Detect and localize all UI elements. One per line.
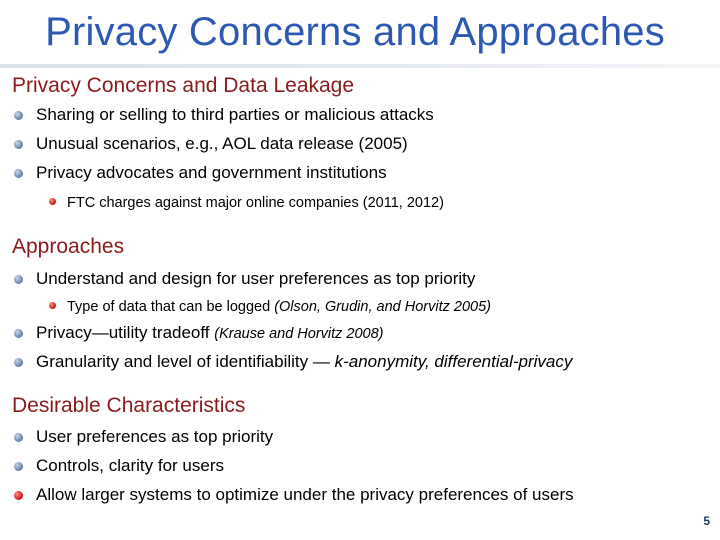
section-heading-approaches: Approaches — [12, 235, 125, 258]
bullet-icon — [14, 358, 23, 367]
sub-list-item — [67, 192, 444, 214]
bullet-icon — [14, 140, 23, 149]
citation: (Olson, Grudin, and Horvitz 2005) — [274, 299, 491, 315]
list-item-text: Sharing or selling to third parties or malicious attacks — [36, 105, 434, 124]
list-item-text: Understand and design for user preferences as top priority — [36, 269, 476, 288]
list-item-text: Privacy—utility tradeoff — [36, 323, 215, 342]
list-item — [36, 455, 224, 477]
bullet-icon — [49, 302, 56, 309]
bullet-icon — [14, 491, 23, 500]
list-item-text: FTC charges against major online companies (2011, 2012) — [67, 195, 444, 211]
list-item — [36, 484, 574, 506]
bullet-icon — [14, 169, 23, 178]
bullet-icon — [14, 433, 23, 442]
list-item-text: User preferences as top priority — [36, 427, 274, 446]
list-item — [36, 133, 408, 155]
section-heading-desirable-characteristics: Desirable Characteristics — [12, 394, 246, 417]
bullet-icon — [49, 198, 56, 205]
list-item-text: Allow larger systems to optimize under the privacy preferences of users — [36, 485, 574, 504]
list-item-text: Privacy advocates and government institutions — [36, 163, 387, 182]
sub-list-item — [67, 296, 491, 318]
page-number: 5 — [703, 514, 710, 528]
list-item — [36, 426, 273, 448]
list-item — [36, 351, 572, 373]
slide-title: Privacy Concerns and Approaches — [45, 10, 665, 54]
bullet-icon — [14, 462, 23, 471]
citation: (Krause and Horvitz 2008) — [214, 326, 384, 342]
title-divider — [0, 64, 720, 68]
list-item — [36, 322, 384, 345]
list-item-text: Unusual scenarios, e.g., AOL data release (2005) — [36, 134, 408, 153]
list-item-text: Controls, clarity for users — [36, 456, 224, 475]
list-item — [36, 162, 387, 184]
bullet-icon — [14, 329, 23, 338]
bullet-icon — [14, 275, 23, 284]
list-item — [36, 104, 434, 126]
section-heading-privacy-concerns: Privacy Concerns and Data Leakage — [12, 74, 355, 97]
emphasis-terms: k-anonymity, differential-privacy — [334, 352, 573, 371]
list-item-text: Type of data that can be logged — [67, 299, 275, 315]
list-item-text: Granularity and level of identifiability — — [36, 352, 335, 371]
bullet-icon — [14, 111, 23, 120]
list-item — [36, 268, 475, 290]
